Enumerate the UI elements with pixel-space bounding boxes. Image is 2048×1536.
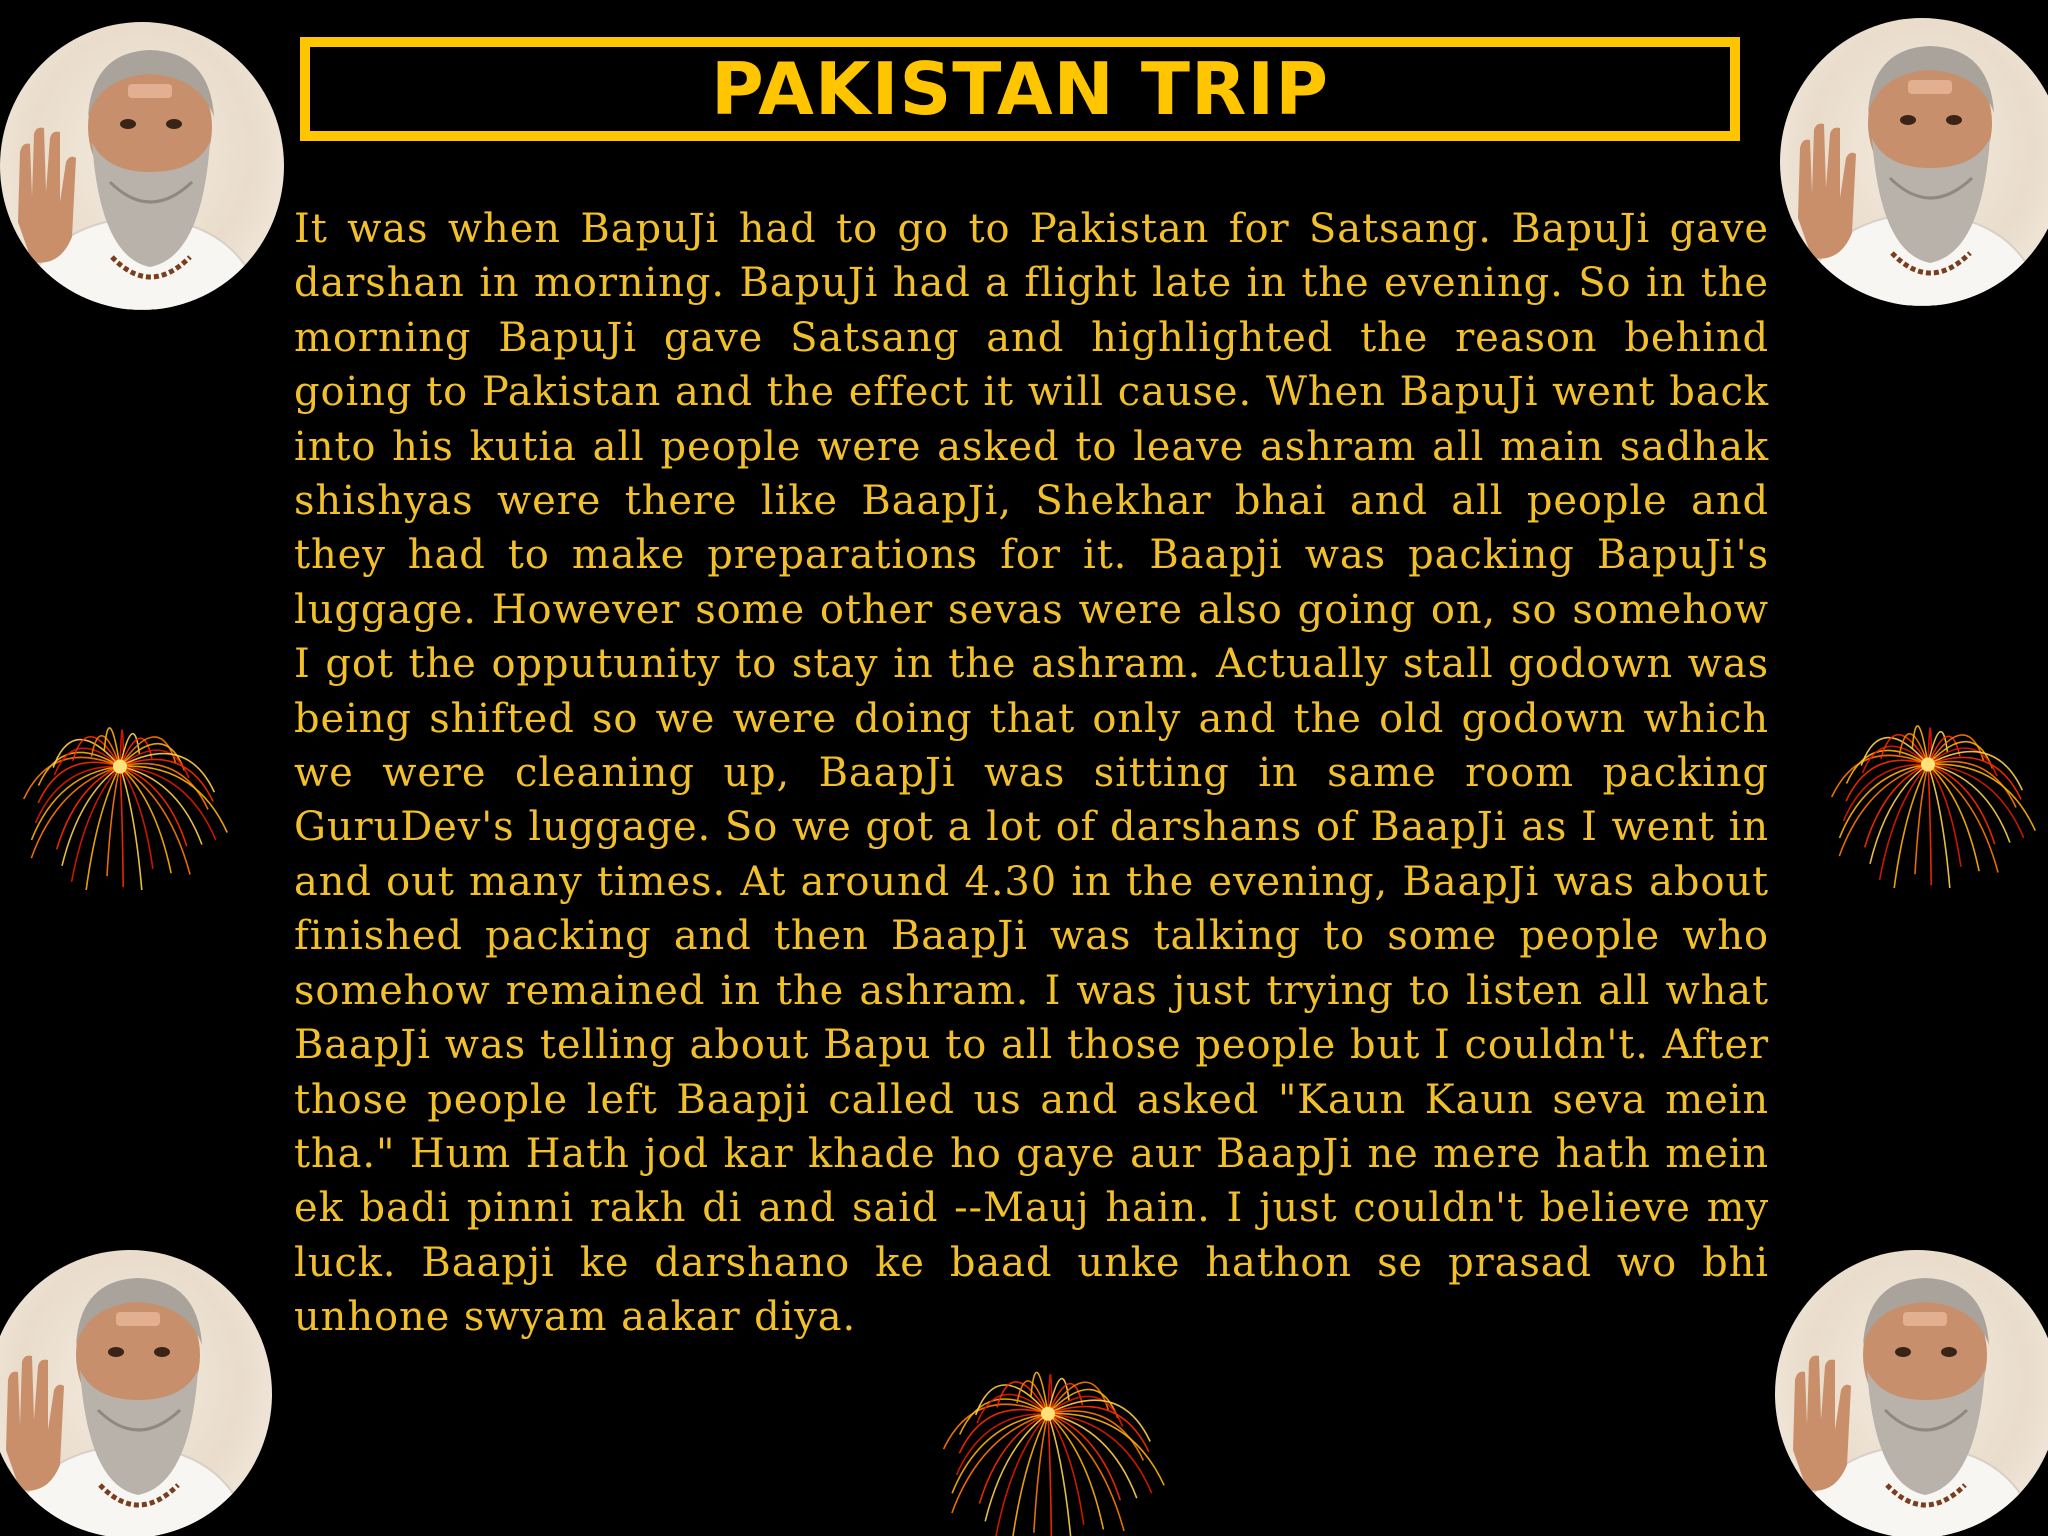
- story-paragraph: It was when BapuJi had to go to Pakistan for Satsang. BapuJi gave darshan in morning. BapuJi had a flight late in the evening. So in the morning BapuJi gave Satsang and highlighted the reason behind going to Pakistan and the effect it will cause. When BapuJi went back into his kutia all people were asked to leave ashram all main sadhak shishyas were there like BaapJi, Shekhar bhai and all people and they had to make preparations for it. Baapji was packing BapuJi's luggage. However some other sevas were also going on, so somehow I got the opputunity to stay in the ashram. Actually stall godown was being shifted so we were doing that only and the old godown which we were cleaning up, BaapJi was sitting in same room packing GuruDev's luggage. So we got a lot of darshans of BaapJi as I went in and out many times. At around 4.30 in the evening, BaapJi was about finished packing and then BaapJi was talking to some people who somehow remained in the ashram. I was just trying to listen all what BaapJi was telling about Bapu to all those people but I couldn't. After those people left Baapji called us and asked "Kaun Kaun seva mein tha." Hum Hath jod kar khade ho gaye aur BaapJi ne mere hath mein ek badi pinni rakh di and said --Mauj hain. I just couldn't believe my luck. Baapji ke darshano ke baad unke hathon se prasad wo bhi unhone swyam aakar diya.: [294, 206, 1769, 1341]
- page-title: PAKISTAN TRIP: [710, 47, 1329, 131]
- firework-icon: [0, 700, 240, 890]
- portrait-top-left: [0, 22, 284, 310]
- firework-icon: [1808, 698, 2048, 888]
- portrait-bottom-right: [1775, 1250, 2048, 1536]
- portrait-bottom-left: [0, 1250, 272, 1536]
- saint-portrait-icon: [0, 1250, 272, 1536]
- saint-portrait-icon: [0, 22, 284, 310]
- saint-portrait-icon: [1780, 18, 2048, 306]
- firework-icon: [918, 1348, 1178, 1536]
- title-banner: [300, 37, 1740, 141]
- portrait-top-right: [1780, 18, 2048, 306]
- saint-portrait-icon: [1775, 1250, 2048, 1536]
